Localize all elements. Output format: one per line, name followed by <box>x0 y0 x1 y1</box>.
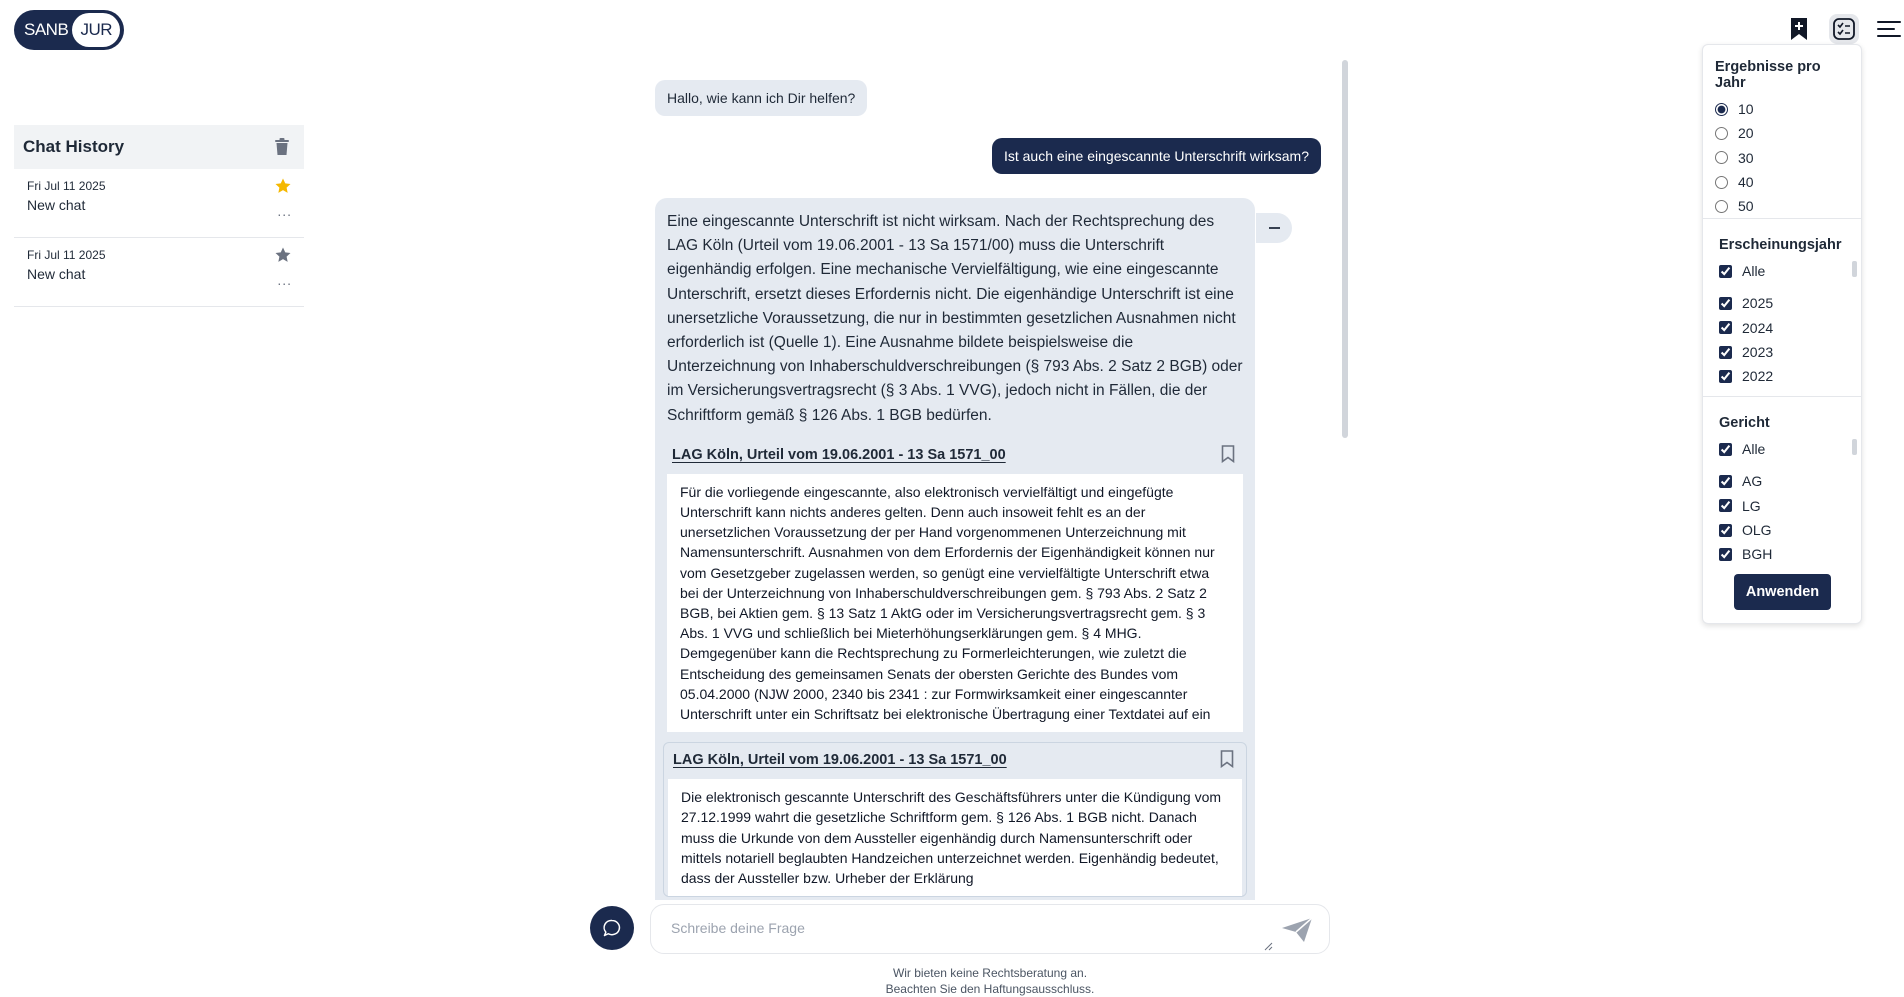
results-option-label: 20 <box>1738 125 1754 142</box>
court-checkbox[interactable] <box>1719 443 1732 456</box>
more-options-icon[interactable]: ... <box>277 203 292 219</box>
year-checkbox[interactable] <box>1719 321 1732 334</box>
year-option[interactable] <box>1719 340 1849 364</box>
court-option-label: LG <box>1742 497 1761 514</box>
disclaimer-link[interactable]: Beachten Sie den Haftungsausschluss. <box>885 982 1095 996</box>
disclaimer-line: Wir bieten keine Rechtsberatung an. <box>892 966 1088 980</box>
source-link[interactable]: LAG Köln, Urteil vom 19.06.2001 - 13 Sa 1571_00 <box>672 446 1006 463</box>
court-option[interactable] <box>1719 518 1849 542</box>
chat-messages[interactable] <box>640 60 1340 900</box>
results-radio[interactable] <box>1715 127 1728 140</box>
year-option-label: 2024 <box>1742 319 1774 336</box>
resize-grip-icon[interactable] <box>1264 938 1273 947</box>
question-input[interactable] <box>651 905 1251 951</box>
court-filter-title: Gericht <box>1719 415 1770 431</box>
year-option-label: 2023 <box>1742 344 1774 361</box>
trash-icon[interactable] <box>270 135 294 159</box>
chat-scrollbar[interactable] <box>1342 60 1348 438</box>
results-per-year-title: Ergebnisse pro Jahr <box>1715 59 1821 91</box>
collapse-answer-button[interactable] <box>1256 213 1292 243</box>
year-checkbox[interactable] <box>1719 370 1732 383</box>
source-card <box>667 444 1243 732</box>
source-excerpt: Die elektronisch gescannte Unterschrift des Geschäftsführers unter die Kündigung vom 27.12.1999 wahrt die gesetzliche Schriftform gem. § 126 Abs. 1 BGB nicht. Danach muss die Urkunde von dem Aussteller eigenhändig durch Namensunterschrift oder mittels notariell beglaubten Handzeichen unterzeichnet werden. Eigenhändig bedeutet, dass der Aussteller bzw. Urheber der Erklärung <box>668 779 1242 896</box>
results-option-label: 10 <box>1738 101 1754 118</box>
question-input-container <box>650 904 1330 954</box>
results-option-label: 50 <box>1738 198 1754 215</box>
results-option[interactable] <box>1715 97 1849 121</box>
menu-icon[interactable] <box>1874 14 1904 44</box>
court-option-label: Alle <box>1742 441 1766 458</box>
bookmark-icon[interactable] <box>1220 750 1236 770</box>
logo-text-right: JUR <box>72 13 120 47</box>
results-option[interactable] <box>1715 170 1849 194</box>
year-option-all[interactable] <box>1719 259 1849 283</box>
year-checkbox[interactable] <box>1719 297 1732 310</box>
send-icon[interactable] <box>1281 917 1313 943</box>
filter-checklist-icon[interactable] <box>1829 14 1859 44</box>
chat-history-header <box>14 125 304 169</box>
year-option-label: Alle <box>1742 263 1766 280</box>
source-excerpt: Für die vorliegende eingescannte, also elektronisch vervielfältigt und eingefügte Unterschrift kann nichts anderes gelten. Denn auch insoweit fehlt es an der unersetzlichen Voraussetzung der per Hand vorgenommenen Unterzeichnung mit Namensunterschrift. Ausnahmen von dem Erfordernis der Eigenhändigkeit können nur vom Gesetzgeber zugelassen werden, so genügt eine vervielfältigte Unterschrift etwa bei der Unterzeichnung von Inhaberschuldverschreibungen gem. § 793 Abs. 2 Satz 2 BGB, bei Aktien gem. § 13 Satz 1 AktG oder im Versicherungsvertragsrecht gem. § 3 Abs. 1 VVG und schließlich bei Mieterhöhungserklärungen gem. § 4 MHG. Demgegenüber kann die Rechtsprechung zu Formerleichterungen, wie zuletzt die Entscheidung des gemeinsamen Senats der obersten Gerichte des Bundes vom 05.04.2000 (NJW 2000, 2340 bis 2341 : zur Formwirksamkeit einer eingescannter Unterschrift unter ein Schriftsatz bei elektronische Übertragung einer Textdatei auf ein <box>667 474 1243 732</box>
source-header <box>668 749 1242 771</box>
chat-history-item[interactable] <box>14 169 304 238</box>
apply-filters-button[interactable]: Anwenden <box>1734 574 1831 610</box>
results-option[interactable] <box>1715 121 1849 145</box>
results-radio[interactable] <box>1715 151 1728 164</box>
results-option-label: 40 <box>1738 174 1754 191</box>
court-checkbox[interactable] <box>1719 499 1732 512</box>
year-option[interactable] <box>1719 364 1849 388</box>
results-radio[interactable] <box>1715 176 1728 189</box>
assistant-greeting: Hallo, wie kann ich Dir helfen? <box>655 80 867 116</box>
add-bookmark-icon[interactable] <box>1784 14 1814 44</box>
court-checkbox[interactable] <box>1719 475 1732 488</box>
chat-toggle-button[interactable] <box>590 906 634 950</box>
year-option-label: 2022 <box>1742 368 1774 385</box>
user-message: Ist auch eine eingescannte Unterschrift wirksam? <box>992 138 1321 174</box>
court-option-label: BGH <box>1742 546 1773 563</box>
court-checkbox[interactable] <box>1719 548 1732 561</box>
year-checkbox[interactable] <box>1719 265 1732 278</box>
court-option[interactable] <box>1719 469 1849 493</box>
chat-name: New chat <box>27 197 86 213</box>
logo-text-left: SANB <box>24 20 69 39</box>
year-option[interactable] <box>1719 291 1849 315</box>
court-option[interactable] <box>1719 494 1849 518</box>
results-option-label: 30 <box>1738 149 1754 166</box>
legal-disclaimer <box>790 965 1190 997</box>
assistant-answer <box>655 198 1255 900</box>
source-link[interactable]: LAG Köln, Urteil vom 19.06.2001 - 13 Sa 1571_00 <box>673 752 1007 769</box>
more-options-icon[interactable]: ... <box>277 272 292 288</box>
chat-history-panel <box>14 125 304 307</box>
results-per-year-section <box>1703 45 1861 219</box>
app-logo[interactable] <box>14 10 124 50</box>
chat-bubble-icon <box>602 918 622 938</box>
year-option-label: 2025 <box>1742 295 1774 312</box>
court-option[interactable] <box>1719 542 1849 566</box>
chat-name: New chat <box>27 266 86 282</box>
results-radio[interactable] <box>1715 103 1728 116</box>
source-header <box>667 444 1243 466</box>
filter-panel <box>1702 44 1862 624</box>
results-option[interactable] <box>1715 146 1849 170</box>
star-icon[interactable] <box>274 246 294 266</box>
star-icon-favorite[interactable] <box>274 177 294 197</box>
year-option[interactable] <box>1719 316 1849 340</box>
court-option-label: OLG <box>1742 522 1772 539</box>
bookmark-icon[interactable] <box>1221 445 1237 465</box>
answer-text: Eine eingescannte Unterschrift ist nicht wirksam. Nach der Rechtsprechung des LAG Köln (Urteil vom 19.06.2001 - 13 Sa 1571/00) muss die Unterschrift eigenhändig erfolgen. Eine mechanische Vervielfältigung, wie eine eingescannte Unterschrift, ersetzt dieses Erfordernis nicht. Die eigenhändige Unterschrift ist eine unersetzliche Voraussetzung, die nur in bestimmten gesetzlichen Ausnahmen nicht erforderlich ist (Quelle 1). Eine Ausnahme bildete beispielsweise die Unterzeichnung von Inhaberschuldverschreibungen (§ 793 Abs. 2 Satz 2 BGB) oder im Versicherungsvertragsrecht (§ 3 Abs. 1 VVG), jedoch nicht in Fällen, die der Schriftform gemäß § 126 Abs. 1 BGB bedürfen. <box>667 213 1243 424</box>
chat-history-title: Chat History <box>23 137 125 156</box>
court-option-label: AG <box>1742 473 1763 490</box>
year-filter-section <box>1703 219 1861 397</box>
year-filter-title: Erscheinungsjahr <box>1719 237 1842 253</box>
source-card <box>663 742 1247 897</box>
results-radio[interactable] <box>1715 200 1728 213</box>
results-option[interactable] <box>1715 194 1849 218</box>
minus-icon <box>1269 227 1280 229</box>
court-checkbox[interactable] <box>1719 524 1732 537</box>
chat-date: Fri Jul 11 2025 <box>27 248 106 262</box>
court-filter-section <box>1703 397 1861 576</box>
chat-date: Fri Jul 11 2025 <box>27 179 106 193</box>
chat-history-item[interactable] <box>14 238 304 307</box>
year-list-scrollbar[interactable] <box>1852 261 1857 277</box>
year-checkbox[interactable] <box>1719 346 1732 359</box>
court-list-scrollbar[interactable] <box>1852 439 1857 455</box>
court-option-all[interactable] <box>1719 437 1849 461</box>
